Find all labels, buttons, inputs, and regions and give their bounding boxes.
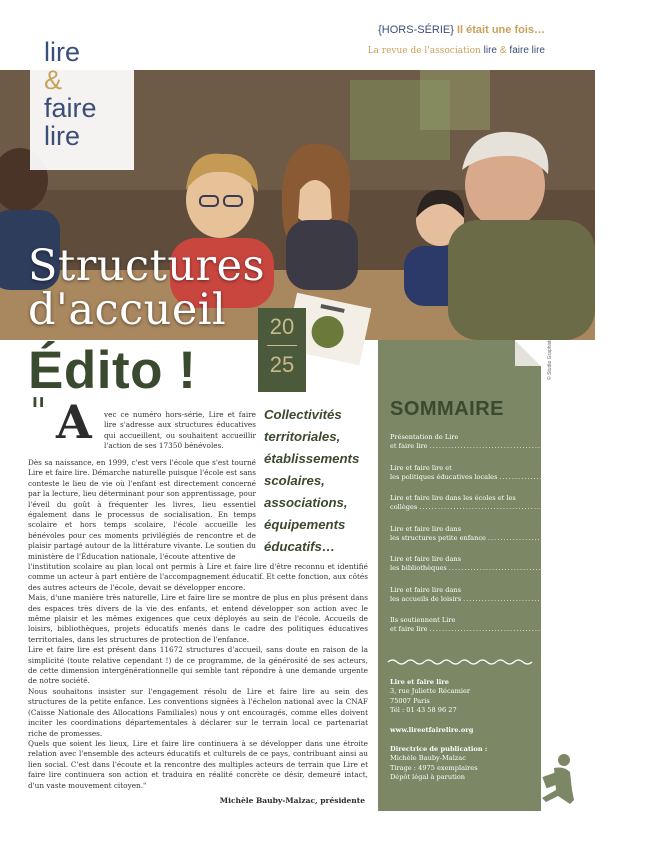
toc-item[interactable]: [390, 616, 576, 634]
publication-info: [390, 678, 535, 783]
year-badge: [258, 308, 306, 392]
issue-label: [368, 24, 545, 36]
pull-quote-line: territoriales,: [264, 429, 341, 444]
year-divider: [267, 345, 297, 346]
brand-faire-lire: faire lire: [509, 45, 545, 56]
page-fold-icon: [515, 340, 541, 366]
toc-page-number: 2: [570, 442, 576, 450]
brand-lire: lire: [483, 45, 497, 56]
toc-item-line2: et faire lire: [390, 442, 428, 450]
toc-item[interactable]: [390, 463, 645, 482]
hors-serie-label: {HORS-SÉRIE}: [378, 24, 454, 36]
logo-line: lire: [44, 121, 81, 151]
edito-paragraph: Mais, d'une manière très naturelle, Lire et faire lire se montre de plus en plus présent dans des espaces très divers de la vie des enfants, et entend développer son action avec le même plaisir et les mêmes exigences que ceux déployés au sein de l'école. Accueils de loisirs, bibliothèques, projets éducatifs menés dans le cadre des politiques éducatives territoriales, dans les structures de protection de l'enfance.: [28, 593, 368, 644]
logo-line: lire: [44, 37, 81, 67]
toc-item-line1: Présentation de Lire: [390, 433, 459, 441]
toc-page-number: 3: [640, 472, 645, 481]
pull-quote-line: scolaires,: [264, 473, 325, 488]
toc-leader-dots: .............................................: [429, 442, 569, 450]
org-name: Lire et faire lire: [390, 678, 449, 686]
toc-page-number: 6: [590, 564, 595, 572]
hero-title-line1: Structures: [28, 241, 266, 291]
year-bottom: 25: [269, 352, 295, 377]
revue-line: [368, 45, 545, 56]
toc-leader-dots: .............................................: [419, 503, 559, 511]
toc-leader-dots: .............................................: [463, 594, 603, 603]
toc-item-line2: les politiques éducatives locales: [390, 472, 498, 481]
website-link[interactable]: www.lireetfairelire.org: [390, 725, 474, 734]
edito-paragraph: Dès sa naissance, en 1999, c'est vers l'école que s'est tourné Lire et faire lire. Démarche naturelle puisque l'école est sans conteste le lieu de vie où l'enfant est directement concerné par la lecture, lieu déterminant pour son apprentissage, pour l'éveil du goût à fréquenter les livres, lieu essentiel également dans le processus de socialisation. En temps scolaire et hors temps scolaire, l'école accueille les bénévoles pour ces moments privilégiés de rencontre et de plaisir partagé autour de la littérature vivante. Le soutien du ministère de l'Éducation nationale, l'écoute attentive de: [28, 458, 256, 561]
toc-item-line2: les structures petite enfance: [390, 533, 486, 542]
table-of-contents: [390, 433, 645, 647]
toc-item-line2: et faire lire: [390, 625, 428, 633]
revue-text: La revue de l'association: [367, 46, 481, 56]
phone-number: Tél : 01 43 58 96 27: [390, 706, 457, 715]
hero-title: [28, 241, 266, 335]
signature: Michèle Bauby-Malzac, présidente: [219, 796, 365, 805]
edito-paragraph: Quels que soient les lieux, Lire et faire lire continuera à se développer dans une étroite relation avec l'ensemble des acteurs éducatifs et culturels de ce pays, contribuant ainsi au lien social. C'est dans l'écoute et la rencontre des multiples acteurs de terrain que Lire et faire lire continuera son action et traduira en réalité concrète ce désir, demeuré intact, d'un vaste mouvement citoyen.": [28, 738, 368, 790]
pull-quote-line: Collectivités: [264, 407, 342, 422]
drop-cap: A: [56, 395, 92, 449]
toc-item-line1: Lire et faire lire et: [390, 463, 452, 472]
reading-person-icon: [536, 752, 582, 808]
print-run: Tirage : 4975 exemplaires: [390, 763, 478, 772]
edito-paragraph: Nous souhaitons insister sur l'engagement résolu de Lire et faire lire au sein des structures de la petite enfance. Les conventions signées à l'échelon national avec la CNAF (Caisse Nationale des Allocations Familiales) nous y ont encouragés, comme elles doivent inciter les coordinations départementales à déclarer sur le terrain local ce partenariat riche de promesses.: [28, 686, 368, 738]
toc-item-line2: collèges: [390, 503, 418, 511]
toc-item-line2: les accueils de loisirs: [390, 594, 462, 603]
toc-leader-dots: .............................................: [429, 625, 569, 633]
pull-quote-line: éducatifs…: [264, 539, 336, 554]
toc-item-line1: Lire et faire lire dans: [390, 585, 462, 594]
pull-quote-line: équipements: [264, 517, 346, 532]
director-name: Michèle Bauby-Malzac: [390, 754, 466, 763]
pull-quote-line: établissements: [264, 451, 360, 466]
toc-leader-dots: .............................................: [499, 472, 639, 481]
edito-body: [28, 562, 368, 791]
toc-item-line1: Ils soutiennent Lire: [390, 616, 456, 624]
series-title: Il était une fois…: [456, 24, 545, 36]
toc-item[interactable]: [390, 433, 576, 451]
logo: [30, 34, 134, 170]
hero-title-line2: d'accueil: [28, 285, 227, 335]
toc-page-number: 8: [570, 625, 576, 633]
edito-paragraph: Lire et faire lire est présent dans 11672 structures d'accueil, sans doute en raison de la simplicité (toute relative cependant !) de ce programme, de la générosité de ses acteurs, de cette dimension intergénérationnelle qui semble tant répondre à une demande urgente de notre société.: [28, 645, 368, 686]
address-line: 3, rue Juliette Récamier: [390, 687, 470, 696]
toc-leader-dots: .............................................: [448, 564, 589, 572]
pull-quote: [264, 404, 376, 558]
toc-leader-dots: .............................................: [487, 533, 628, 542]
opening-quote-icon: ": [30, 392, 47, 433]
issue-header: [368, 24, 545, 56]
toc-page-number: 5: [629, 533, 634, 542]
director-label: Directrice de publication :: [390, 745, 488, 754]
toc-item[interactable]: [390, 524, 634, 543]
toc-item-line1: Lire et faire lire dans: [390, 524, 462, 533]
year-top: 20: [269, 314, 295, 339]
brand-ampersand: &: [499, 45, 507, 56]
address-line: 75007 Paris: [390, 696, 430, 705]
edito-intro: vec ce numéro hors-série, Lire et faire lire s'adresse aux structures éducatives qui accueillent, ou souhaitent accueillir l'action de ses 17350 bénévoles.: [104, 410, 256, 451]
toc-page-number: 4: [560, 503, 565, 511]
toc-item-line1: Lire et faire lire dans les écoles et les: [390, 494, 516, 502]
toc-item-line2: les bibliothèques: [390, 564, 447, 572]
legal-deposit: Dépôt légal à parution: [390, 773, 466, 782]
wave-divider: [388, 658, 533, 666]
toc-item[interactable]: [390, 585, 609, 604]
toc-page-number: 7: [604, 594, 609, 603]
edito-paragraph: l'institution scolaire au plan local ont permis à Lire et faire lire d'être reconnu et identifié comme un acteur à part entière de l'accompagnement éducatif. Et cette fonction, aux côtés des autres acteurs de l'école, devait se développer encore.: [28, 562, 368, 592]
logo-ampersand: &: [44, 65, 63, 95]
photo-credit: © Studio Graphiste: [547, 337, 553, 380]
toc-item[interactable]: [390, 555, 595, 573]
logo-line: faire: [44, 93, 97, 123]
pull-quote-line: associations,: [264, 495, 348, 510]
edito-heading: Édito !: [28, 341, 197, 400]
toc-item[interactable]: [390, 494, 565, 512]
sommaire-title: SOMMAIRE: [390, 398, 504, 420]
toc-item-line1: Lire et faire lire dans: [390, 555, 462, 563]
